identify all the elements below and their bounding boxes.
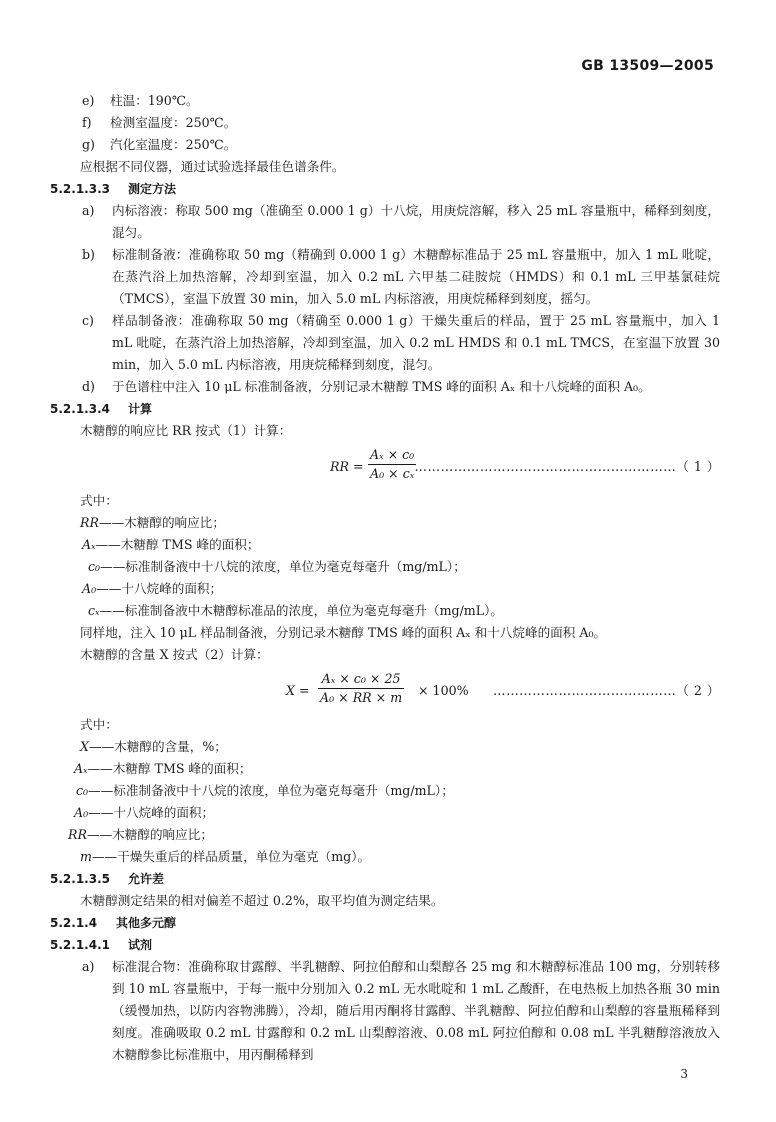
variable-description: 木糖醇 TMS 峰的面积； — [120, 537, 260, 552]
sample-note: 同样地，注入 10 μL 样品制备液，分别记录木糖醇 TMS 峰的面积 Aₓ 和十八烷峰的面积 A₀。 — [80, 625, 607, 640]
method-item-d — [50, 376, 720, 398]
variable-symbol: A₀ — [82, 581, 97, 596]
section-title: 测定方法 — [128, 182, 177, 196]
variable-list-1 — [50, 512, 720, 622]
page-number: 3 — [680, 1067, 688, 1081]
definition-dash: —— — [96, 581, 122, 596]
condition-item-e — [50, 90, 720, 112]
definition-dash: —— — [100, 559, 126, 574]
formula-suffix: × 100% — [418, 683, 469, 698]
definition-dash: —— — [95, 537, 121, 552]
variable-description: 标准制备液中木糖醇标准品的浓度，单位为毫克每毫升（mg/mL）。 — [124, 603, 504, 618]
variable-description: 木糖醇的含量，%； — [114, 739, 227, 754]
section-heading-5-2-1-3-5 — [50, 868, 720, 890]
variable-definition — [50, 780, 720, 802]
formula-1 — [50, 444, 720, 488]
variable-description: 干燥失重后的样品质量，单位为毫克（mg）。 — [117, 849, 371, 864]
section-number: 5.2.1.3.4 — [50, 402, 110, 416]
variable-symbol: RR — [80, 515, 99, 530]
variable-description: 十八烷峰的面积； — [121, 581, 223, 596]
item-label: e) — [82, 93, 95, 108]
variable-definition — [50, 736, 720, 758]
formula-numerator: Aₓ × c₀ — [368, 446, 416, 465]
condition-item-g — [50, 134, 720, 156]
variable-definition — [50, 534, 720, 556]
definition-dash: —— — [88, 805, 114, 820]
variable-symbol: X — [80, 739, 89, 754]
variable-definition — [50, 578, 720, 600]
variable-description: 木糖醇 TMS 峰的面积； — [112, 761, 252, 776]
variable-definition — [50, 512, 720, 534]
section-title: 其他多元醇 — [116, 916, 177, 930]
tolerance-text: 木糖醇测定结果的相对偏差不超过 0.2%，取平均值为测定结果。 — [80, 893, 444, 908]
item-text: 样品制备液：准确称取 50 mg（精确至 0.000 1 g）干燥失重后的样品，置于 25 mL 容量瓶中，加入 1 mL 吡啶，在蒸汽浴上加热溶解，冷却到室温，加入 0.2 mL HMDS 和 0.1 mL TMCS，在室温下放置 30 min，加入 5.0 mL 内标溶液，用庚烷稀释到刻度，混匀。 — [112, 313, 720, 372]
variable-symbol: RR — [68, 827, 87, 842]
item-label: a) — [82, 959, 95, 974]
section-title: 计算 — [128, 402, 153, 416]
item-label: f) — [82, 115, 92, 130]
where-label: 式中： — [80, 493, 118, 508]
section-heading-5-2-1-4-1 — [50, 934, 720, 956]
formula-fraction — [318, 670, 404, 707]
variable-description: 木糖醇的响应比； — [124, 515, 225, 530]
variable-description: 木糖醇的响应比； — [112, 827, 213, 842]
variable-definition — [50, 758, 720, 780]
standard-code: GB 13509—2005 — [581, 58, 714, 74]
variable-symbol: c₀ — [88, 559, 101, 574]
formula-denominator: A₀ × RR × m — [320, 690, 403, 705]
method-item-a — [50, 200, 720, 244]
calc-intro: 木糖醇的响应比 RR 按式（1）计算： — [80, 423, 292, 438]
item-text: 汽化室温度：250℃。 — [110, 137, 237, 152]
formula-lhs: RR = — [330, 459, 364, 474]
formula-denominator: A₀ × cₓ — [370, 466, 415, 481]
formula-numerator: Aₓ × c₀ × 25 — [318, 670, 404, 689]
section-heading-5-2-1-4 — [50, 912, 720, 934]
method-item-b — [50, 244, 720, 310]
definition-dash: —— — [99, 603, 125, 618]
item-label: b) — [82, 247, 95, 262]
definition-dash: —— — [88, 783, 114, 798]
variable-definition — [50, 846, 720, 868]
equation-number: ……………………………………………………（ 1 ） — [414, 459, 720, 474]
variable-list-2 — [50, 736, 720, 868]
method-item-c — [50, 310, 720, 376]
variable-symbol: A₀ — [74, 805, 89, 820]
section-number: 5.2.1.3.3 — [50, 182, 110, 196]
variable-description: 标准制备液中十八烷的浓度，单位为毫克每毫升（mg/mL）； — [113, 783, 454, 798]
document-body — [50, 90, 720, 1066]
chromatography-note: 应根据不同仪器，通过试验选择最佳色谱条件。 — [80, 159, 345, 174]
definition-dash: —— — [98, 515, 125, 530]
variable-symbol: Aₓ — [82, 537, 96, 552]
formula-lhs: X = — [286, 683, 310, 698]
item-label: g) — [82, 137, 95, 152]
content-intro: 木糖醇的含量 X 按式（2）计算： — [80, 647, 269, 662]
item-text: 标准制备液：准确称取 50 mg（精确到 0.000 1 g）木糖醇标准品于 25 mL 容量瓶中，加入 1 mL 吡啶，在蒸汽浴上加热溶解，冷却到室温，加入 0.2 mL 六甲基二硅胺烷（HMDS）和 0.1 mL 三甲基氯硅烷（TMCS），室温下放置 30 min，加入 5.0 mL 内标溶液，用庚烷稀释到刻度，摇匀。 — [112, 247, 720, 306]
variable-definition — [50, 824, 720, 846]
section-number: 5.2.1.4 — [50, 916, 98, 930]
section-number: 5.2.1.4.1 — [50, 938, 110, 952]
definition-dash: —— — [87, 761, 113, 776]
formula-fraction — [368, 446, 416, 483]
definition-dash: —— — [86, 827, 113, 842]
section-heading-5-2-1-3-4 — [50, 398, 720, 420]
equation-number: ……………………………………（ 2 ） — [492, 683, 720, 698]
variable-symbol: m — [80, 849, 92, 864]
section-title: 试剂 — [128, 938, 153, 952]
where-label: 式中： — [80, 717, 118, 732]
item-label: d) — [82, 379, 95, 394]
section-number: 5.2.1.3.5 — [50, 872, 110, 886]
item-label: a) — [82, 203, 95, 218]
item-text: 标准混合物：准确称取甘露醇、半乳糖醇、阿拉伯醇和山梨醇各 25 mg 和木糖醇标准品 100 mg，分别转移到 10 mL 容量瓶中，于每一瓶中分别加入 0.2 mL 无水吡啶和 1 mL 乙酸酐，在电热板上加热各瓶 30 min（缓慢加热，以防内容物沸腾），冷却，随后用丙酮将甘露醇、半乳糖醇、阿拉伯醇和山梨醇的容量瓶稀释到刻度。准确吸取 0.2 mL 甘露醇和 0.2 mL 山梨醇溶液、0.08 mL 阿拉伯醇和 0.08 mL 半乳糖醇溶液放入木糖醇参比标准瓶中，用丙酮稀释到 — [112, 959, 720, 1062]
variable-description: 标准制备液中十八烷的浓度，单位为毫克每毫升（mg/mL）； — [125, 559, 466, 574]
variable-symbol: cₓ — [88, 603, 100, 618]
item-text: 内标溶液：称取 500 mg（准确至 0.000 1 g）十八烷，用庚烷溶解，移入 25 mL 容量瓶中，稀释到刻度，混匀。 — [112, 203, 720, 240]
section-heading-5-2-1-3-3 — [50, 178, 720, 200]
condition-item-f — [50, 112, 720, 134]
reagent-item-a — [50, 956, 720, 1066]
section-title: 允许差 — [128, 872, 165, 886]
item-text: 于色谱柱中注入 10 μL 标准制备液，分别记录木糖醇 TMS 峰的面积 Aₓ 和十八烷峰的面积 A₀。 — [112, 379, 651, 394]
item-text: 柱温：190℃。 — [110, 93, 199, 108]
variable-symbol: Aₓ — [74, 761, 88, 776]
item-text: 检测室温度：250℃。 — [110, 115, 237, 130]
variable-definition — [50, 556, 720, 578]
variable-definition — [50, 802, 720, 824]
variable-symbol: c₀ — [76, 783, 89, 798]
item-label: c) — [82, 313, 94, 328]
definition-dash: —— — [91, 849, 118, 864]
variable-description: 十八烷峰的面积； — [113, 805, 215, 820]
formula-2 — [50, 668, 720, 712]
variable-definition — [50, 600, 720, 622]
definition-dash: —— — [88, 739, 115, 754]
